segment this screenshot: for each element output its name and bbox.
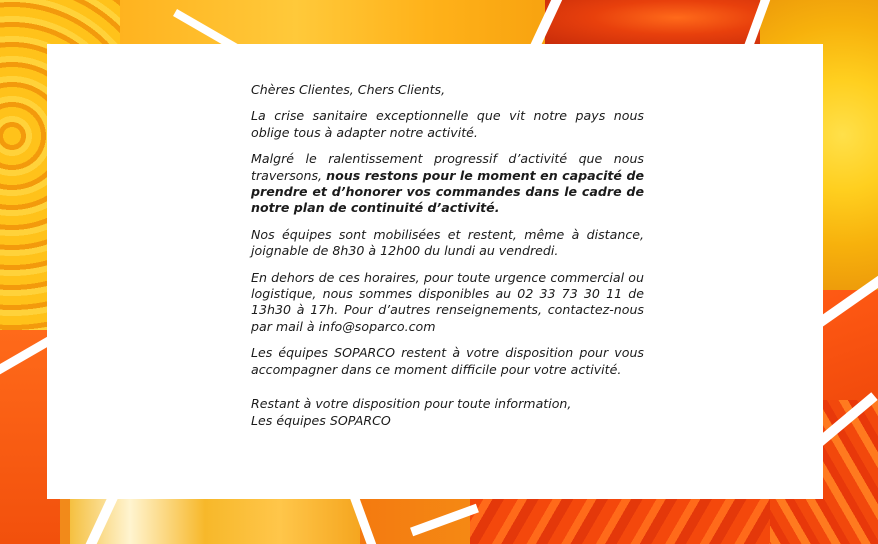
letter-closing (251, 396, 644, 429)
closing-line: Restant à votre disposition pour toute information, (251, 396, 572, 412)
letter-paragraph-orders (251, 151, 644, 217)
bottom-cream-panel (70, 498, 370, 544)
letter-paragraph-support: Les équipes SOPARCO restent à votre disposition pour vous accompagner dans ce moment difficile pour votre activité. (251, 345, 644, 377)
signature-line: Les équipes SOPARCO (251, 412, 391, 428)
letter-paragraph-contact: En dehors de ces horaires, pour toute urgence commercial ou logistique, nous sommes disponibles au 02 33 73 30 11 de 13h30 à 17h. Pour d’autres renseignements, contactez-nous par mail à info@soparco.com (251, 269, 644, 334)
letter-paragraph-crisis: La crise sanitaire exceptionnelle que vit notre pays nous oblige tous à adapter notre activité. (251, 108, 644, 140)
bottom-orange-panel (360, 498, 480, 544)
bottom-red-petals-panel (470, 498, 770, 544)
orders-emphasis-text: nous restons pour le moment en capacité de prendre et d’honorer vos commandes dans le cadre de notre plan de continuité d’activité. (251, 167, 644, 216)
customer-letter (251, 82, 644, 439)
orders-intro-text: Malgré le ralentissement progressif d’activité que nous traversons, (251, 151, 644, 183)
message-card (47, 44, 823, 499)
top-red-flower-panel (545, 0, 765, 44)
letter-greeting: Chères Clientes, Chers Clients, (251, 82, 446, 97)
letter-paragraph-hours: Nos équipes sont mobilisées et restent, même à distance, joignable de 8h30 à 12h00 du lundi au vendredi. (251, 226, 644, 259)
